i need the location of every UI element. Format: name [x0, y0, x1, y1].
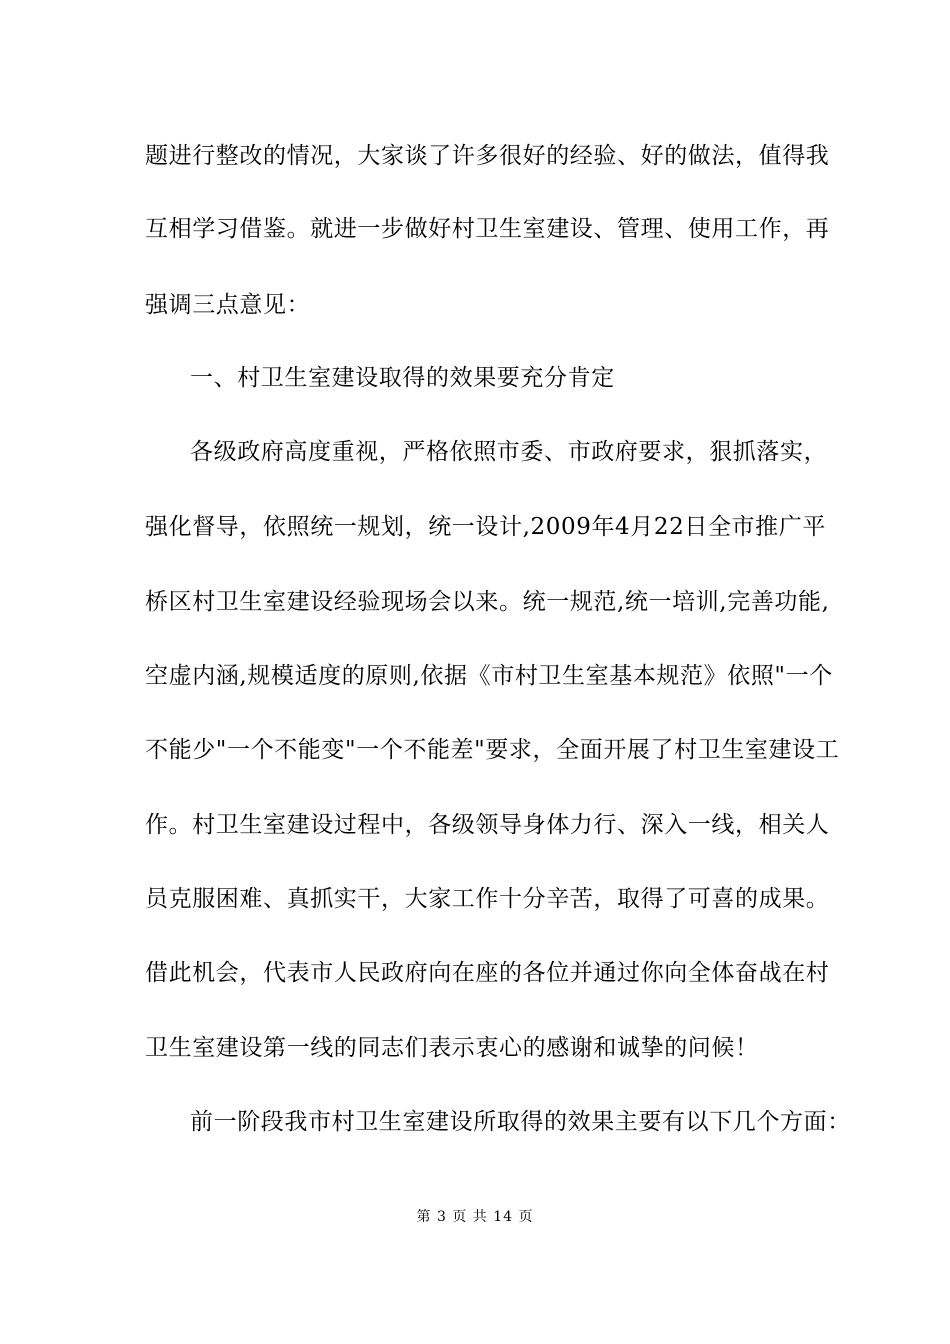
text-line-9: 不能少"一个不能变"一个不能差"要求，全面开展了村卫生室建设工	[145, 737, 840, 763]
text-line-3: 强调三点意见：	[145, 292, 311, 318]
text-line-6: 强化督导，依照统一规划，统一设计,2009年4月22日全市推广平	[145, 514, 826, 540]
text-line-5: 各级政府高度重视，严格依照市委、市政府要求，狠抓落实，	[190, 439, 828, 465]
text-line-2: 互相学习借鉴。就进一步做好村卫生室建设、管理、使用工作，再	[145, 216, 830, 242]
text-line-11: 员克服困难、真抓实干，大家工作十分辛苦，取得了可喜的成果。	[145, 886, 830, 912]
text-line-12: 借此机会，代表市人民政府向在座的各位并通过你向全体奋战在村	[145, 960, 830, 986]
text-line-13: 卫生室建设第一线的同志们表示衷心的感谢和诚挚的问候！	[145, 1035, 759, 1061]
text-line-1: 题进行整改的情况，大家谈了许多很好的经验、好的做法，值得我	[145, 143, 830, 169]
page-footer: 第 3 页 共 14 页	[416, 1209, 534, 1225]
text-line-7: 桥区村卫生室建设经验现场会以来。统一规范,统一培训,完善功能,	[145, 589, 830, 615]
text-line-8: 空虚内涵,规模适度的原则,依据《市村卫生室基本规范》依照"一个	[145, 663, 833, 689]
section-heading: 一、村卫生室建设取得的效果要充分肯定	[190, 365, 615, 391]
text-line-10: 作。村卫生室建设过程中，各级领导身体力行、深入一线，相关人	[145, 812, 830, 838]
text-line-14: 前一阶段我市村卫生室建设所取得的效果主要有以下几个方面：	[190, 1109, 851, 1135]
